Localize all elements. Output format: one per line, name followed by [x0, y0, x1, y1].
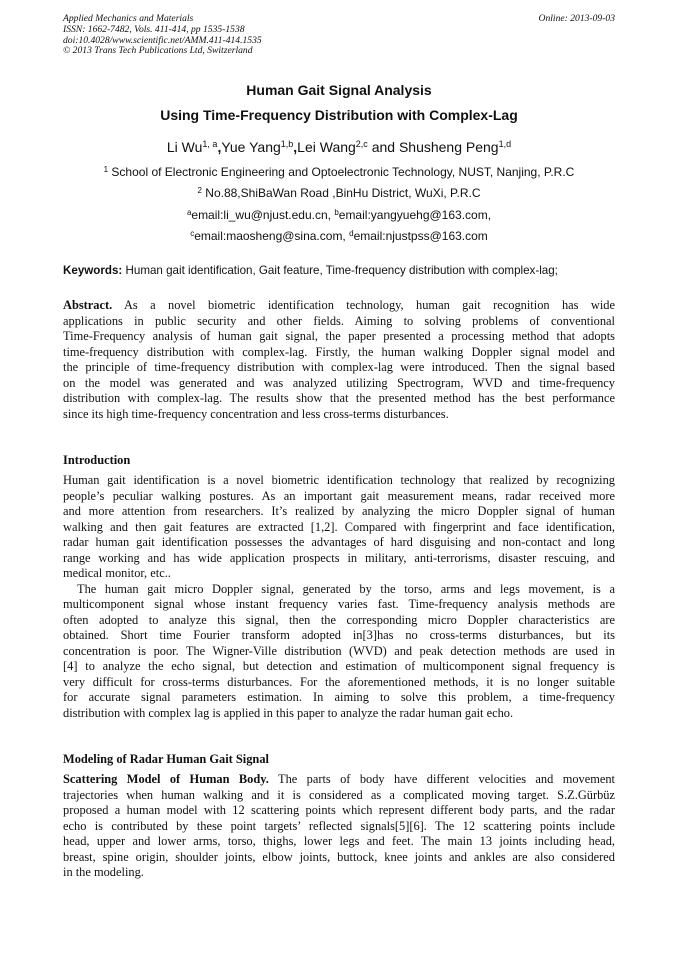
- author-name: Lei Wang: [297, 139, 356, 155]
- body-line: range working and has wide application prospects in military, anti-terrorisms, disaster rescuing, and: [63, 550, 615, 565]
- body-line-text: The parts of body have different velocities and movement: [268, 772, 615, 786]
- body-line: breast, spine origin, shoulder joints, elbow joints, buttock, knee joints and ankles are also considered: [63, 849, 615, 864]
- body-line: radar human gait identification possesses the advantages of hard disguising and non-contact and long: [63, 535, 615, 549]
- author-separator: ,: [217, 139, 222, 155]
- introduction-body: [63, 473, 615, 721]
- author-separator: and: [367, 139, 399, 155]
- doi-line[interactable]: doi:10.4028/www.scientific.net/AMM.411-414.1535: [63, 34, 262, 46]
- abstract: [63, 298, 615, 422]
- abstract-line: applications in public security and other fields. Aiming to solving problems of conventional: [63, 313, 615, 328]
- email-address[interactable]: email:li_wu@njust.edu.cn,: [191, 208, 335, 222]
- affiliation-1: [0, 165, 678, 179]
- body-line: often adopted to analyze this signal, then the corresponding micro Doppler characteristics are: [63, 612, 615, 627]
- body-line: proposed a human model with 12 scattering points which represent different body parts, and the radar: [63, 803, 615, 817]
- body-line: and more attention from researchers. It’s realized by analyzing the micro Doppler signal of human: [63, 504, 615, 518]
- affiliation-mark: 1: [103, 165, 109, 174]
- section-heading-introduction: Introduction: [63, 453, 131, 467]
- online-date: Online: 2013-09-03: [538, 13, 615, 24]
- body-line: in the modeling.: [63, 865, 144, 879]
- body-line: concentration is poor. The Wigner-Ville distribution (WVD) and peak detection methods are used in: [63, 643, 615, 658]
- body-line: for accurate signal parameters estimation. In aiming to solve this problem, a time-frequency: [63, 690, 615, 704]
- body-line: trajectories when human walking and it is considered as a complicated moving target. S.Z.Gürbüz: [63, 787, 615, 802]
- author-name: Li Wu: [166, 139, 203, 155]
- author-affiliation-mark: 2,c: [355, 139, 368, 149]
- body-line: people’s peculiar walking postures. As an important gait measurement means, radar received more: [63, 488, 615, 503]
- author-name: Yue Yang: [221, 139, 281, 155]
- email-line-2: [0, 229, 678, 243]
- affiliation-mark: 2: [197, 186, 202, 195]
- issn-line: ISSN: 1662-7482, Vols. 411-414, pp 1535-1538: [63, 23, 245, 35]
- body-line: multicomponent signal whose instant frequency varies fast. Time-frequency analysis methods are: [63, 597, 615, 611]
- body-line: [63, 772, 615, 788]
- keywords-text: Human gait identification, Gait feature, Time-frequency distribution with complex-lag;: [122, 264, 558, 277]
- body-line: [4] to analyze the echo signal, but detection and estimation of multicomponent signal frequency is: [63, 659, 615, 673]
- abstract-line: the principle of time-frequency distribution with complex-lag were introduced. Then the signal based: [63, 360, 615, 374]
- affiliation-text: No.88,ShiBaWan Road ,BinHu District, WuXi, P.R.C: [205, 186, 481, 200]
- author-list: [0, 139, 678, 155]
- abstract-line: Time-Frequency analysis of human gait signal, the paper presented a processing method that adopts: [63, 329, 615, 343]
- abstract-line: on the model was generated and was analyzed utilizing Spectrogram, WVD and time-frequency: [63, 375, 615, 390]
- email-address[interactable]: email:maosheng@sina.com,: [194, 229, 350, 243]
- abstract-line: [63, 298, 615, 314]
- body-line: Human gait identification is a novel biometric identification technology that realized by recognizing: [63, 473, 615, 487]
- email-address[interactable]: email:yangyuehg@163.com,: [338, 208, 492, 222]
- keywords-label: Keywords:: [63, 264, 123, 277]
- email-line-1: [0, 208, 678, 222]
- subsection-heading: Scattering Model of Human Body.: [63, 772, 269, 786]
- email-mark: b: [334, 208, 339, 217]
- email-mark: c: [190, 229, 195, 238]
- abstract-line: time-frequency distribution with complex-lag. Firstly, the human walking Doppler signal model and: [63, 344, 615, 359]
- email-mark: a: [186, 208, 192, 217]
- body-line: very difficult for cross-terms disturbances. For the aforementioned methods, it is no longer suitable: [63, 674, 615, 689]
- author-affiliation-mark: 1,d: [498, 139, 512, 149]
- abstract-label: Abstract.: [63, 298, 113, 312]
- keywords: [63, 264, 615, 277]
- modeling-body: [63, 772, 615, 881]
- affiliation-text: School of Electronic Engineering and Optoelectronic Technology, NUST, Nanjing, P.R.C: [111, 165, 575, 179]
- journal-header: [63, 14, 615, 57]
- abstract-line: distribution with complex-lag. The results show that the presented method has the best performance: [63, 391, 615, 405]
- affiliation-2: [0, 186, 678, 200]
- email-mark: d: [349, 229, 354, 238]
- body-line: medical monitor, etc..: [63, 566, 171, 580]
- abstract-line: since its high time-frequency concentration and less cross-terms disturbances.: [63, 406, 449, 421]
- paper-title-line-1: Human Gait Signal Analysis: [246, 82, 432, 98]
- body-line: obtained. Short time Fourier transform adopted in[3]has no cross-terms disturbances, but its: [63, 628, 615, 642]
- email-address[interactable]: email:njustpss@163.com: [353, 229, 488, 243]
- body-line: head, upper and lower arms, torso, thighs, lower legs and feet. The main 13 joints including head,: [63, 834, 615, 848]
- author-separator: ,: [293, 139, 298, 155]
- paper-title-line-2: Using Time-Frequency Distribution with Complex-Lag: [160, 107, 518, 123]
- body-line: walking and then gait features are extracted [1,2]. Compared with fingerprint and face identification,: [63, 519, 615, 534]
- author-affiliation-mark: 1, a: [202, 139, 218, 149]
- body-line: echo is contributed by these point targets’ reflected signals[5][6]. The 12 scattering points include: [63, 818, 615, 833]
- author-name: Shusheng Peng: [398, 139, 499, 155]
- body-line: distribution with complex lag is applied in this paper to analyze the radar human gait echo.: [63, 705, 514, 720]
- section-heading-modeling: Modeling of Radar Human Gait Signal: [63, 752, 269, 766]
- journal-name: Applied Mechanics and Materials: [63, 13, 194, 24]
- copyright-line: © 2013 Trans Tech Publications Ltd, Switzerland: [63, 45, 253, 57]
- author-affiliation-mark: 1,b: [280, 139, 294, 149]
- body-line: The human gait micro Doppler signal, generated by the torso, arms and legs movement, is a: [77, 581, 615, 596]
- abstract-line-text: As a novel biometric identification technology, human gait recognition has wide: [112, 298, 615, 312]
